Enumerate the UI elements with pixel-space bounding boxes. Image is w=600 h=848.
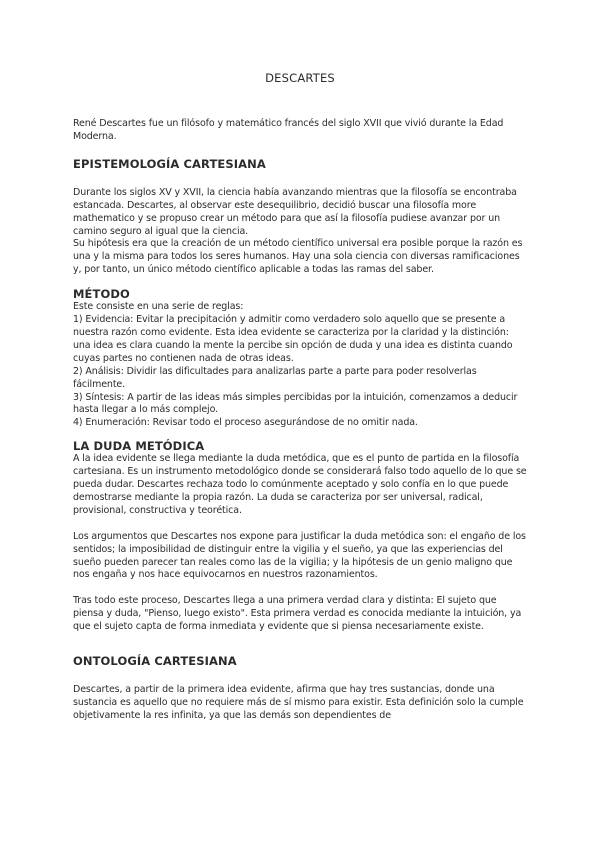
paragraph: A la idea evidente se llega mediante la duda metódica, que es el punto de partida en la filosofía cartesiana. Es un instrumento metodológico donde se considerará falso todo aquello de lo que se pueda dudar. Descartes rechaza todo lo comúnmente aceptado y solo confía en lo que puede demostrarse mediante la propia razón. La duda se caracteriza por ser universal, radical, provisional, constructiva y teorética. — [73, 453, 527, 516]
rule-evidencia: 1) Evidencia: Evitar la precipitación y admitir como verdadero solo aquello que se presente a nuestra razón como evidente. Esta idea evidente se caracteriza por la claridad y la distinción: una idea es clara cuando la mente la percibe sin opción de duda y una idea es distinta cuando cuyas partes no contienen nada de otras ideas. — [73, 314, 513, 364]
paragraph: Su hipótesis era que la creación de un método científico universal era posible porque la razón es una y la misma para todos los seres humanos. Hay una sola ciencia con diversas ramificaciones y, por tanto, un único método científico aplicable a todas las ramas del saber. — [73, 238, 523, 276]
section-heading-metodo: MÉTODO — [73, 287, 130, 302]
intro-paragraph: René Descartes fue un filósofo y matemático francés del siglo XVII que vivió durante la Edad Moderna. — [73, 118, 504, 142]
paragraph: Tras todo este proceso, Descartes llega a una primera verdad clara y distinta: El sujeto que piensa y duda, "Pienso, luego existo". Esta primera verdad es conocida mediante la intuición, ya que el sujeto capta de forma inmediata y evidente que si piensa necesariamente existe. — [73, 595, 522, 633]
paragraph: Durante los siglos XV y XVII, la ciencia había avanzando mientras que la filosofía se encontraba estancada. Descartes, al observar este desequilibrio, decidió buscar una filosofía more mathematico y se propuso crear un método para que así la filosofía pudiese avanzar por un camino seguro al igual que la ciencia. — [73, 186, 517, 237]
paragraph: Los argumentos que Descartes nos expone para justificar la duda metódica son: el engaño de los sentidos; la imposibilidad de distinguir entre la vigilia y el sueño, ya que las experiencias del sueño pueden parecer tan reales como las de la vigilia; y la hipótesis de un genio maligno que nos engaña y nos hace equivocarnos en nuestros razonamientos. — [73, 530, 526, 581]
section-heading-epistemologia: EPISTEMOLOGÍA CARTESIANA — [73, 156, 266, 171]
section-heading-duda-metodica: LA DUDA METÓDICA — [73, 439, 205, 454]
rule-sintesis: 3) Síntesis: A partir de las ideas más simples percibidas por la intuición, comenzamos a deducir hasta llegar a lo más complejo. — [73, 391, 518, 416]
document-body — [73, 118, 529, 723]
paragraph: Este consiste en una serie de reglas: — [73, 301, 244, 313]
rule-analisis: 2) Análisis: Dividir las dificultades para analizarlas parte a parte para poder resolverlas fácilmente. — [73, 365, 477, 390]
section-heading-ontologia: ONTOLOGÍA CARTESIANA — [73, 654, 237, 669]
document-title: DESCARTES — [265, 71, 335, 85]
paragraph: Descartes, a partir de la primera idea evidente, afirma que hay tres sustancias, donde una sustancia es aquello que no requiere más de sí mismo para existir. Esta definición solo la cumple objetivamente la res infinita, ya que las demás son dependientes de — [73, 684, 524, 721]
rule-enumeracion: 4) Enumeración: Revisar todo el proceso asegurándose de no omitir nada. — [73, 417, 418, 429]
